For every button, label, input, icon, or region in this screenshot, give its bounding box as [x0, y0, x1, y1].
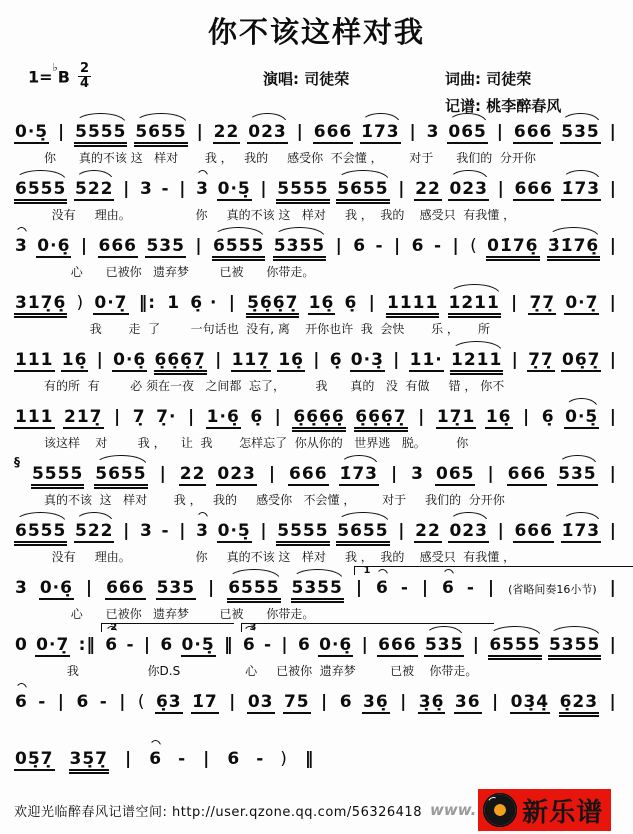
note-group: 023 [248, 122, 287, 142]
note-group: 0·6̣ [39, 578, 73, 598]
meter-numerator: 2 [79, 61, 89, 76]
note-group: 023 [449, 521, 488, 541]
note-group: 6555 [213, 236, 265, 256]
barline: | [409, 122, 417, 142]
barline: :‖ [78, 635, 96, 655]
song-title: 你不该这样对我 [207, 15, 425, 49]
note-group: 535 [424, 635, 464, 655]
note-group: 6 [297, 635, 311, 655]
note-group: 6 [15, 692, 28, 712]
note-group: 1̇73 [561, 521, 601, 541]
barline: | [609, 578, 617, 598]
music-line [0, 505, 633, 562]
note-group: 6̣ [250, 407, 264, 427]
notes-row [14, 635, 619, 657]
barline: | [609, 350, 617, 370]
barline: | [355, 578, 364, 598]
note-group: 6 [160, 635, 174, 655]
note-group: 03 [247, 692, 274, 712]
note-group: 6 [442, 578, 455, 598]
music-line [0, 106, 633, 163]
note-group: 5555 [31, 464, 84, 484]
note-group: 023 [449, 179, 488, 199]
barline: | [268, 464, 277, 484]
note-group: 6 [376, 578, 389, 598]
barline: | [472, 635, 480, 655]
note-group: - [433, 236, 442, 256]
barline: | [119, 692, 127, 712]
note-group: 3̇1̇76̣ [547, 236, 600, 256]
notes-row [14, 455, 619, 486]
barline: | [123, 521, 131, 541]
note-group: 3̣6̣ [418, 692, 445, 712]
barline: | [57, 692, 65, 712]
barline: | [80, 236, 89, 256]
note-group: 666 [313, 122, 353, 142]
barline: | [523, 407, 531, 427]
note-group: - [256, 749, 265, 769]
header [0, 10, 633, 115]
note-group: 5555 [277, 179, 329, 199]
note-group: 5355 [273, 236, 326, 256]
barline: | [296, 122, 304, 142]
note-group: 6 [105, 635, 119, 655]
barline: | [511, 293, 519, 313]
note-group: 6̣6̣6̣7̣ [355, 407, 407, 427]
note-group: - [161, 521, 170, 541]
music-line [0, 733, 633, 790]
note-group: 3 [15, 578, 28, 598]
lyrics-row: 心 已被你 遗弃梦 已被 你带走。 [44, 265, 315, 279]
note-group: (省略间奏16小节) [508, 583, 597, 596]
score [0, 106, 633, 790]
lyricist-credit: 词曲: 司徒荣 [445, 70, 532, 88]
note-group: 0·7̣ [36, 635, 70, 655]
barline: | [609, 635, 617, 655]
barline: | [123, 179, 131, 199]
barline: | [609, 236, 617, 256]
note-group: 01̇76̣ [487, 236, 539, 256]
barline: | [394, 236, 402, 256]
barline: | [398, 521, 406, 541]
lyrics-row: 该这样 对 我 ， 让 我 怎样忘了 你从你的 世界逃 脱。 你 [44, 436, 469, 450]
music-line [0, 676, 633, 733]
note-group: 1̇73 [361, 122, 400, 142]
note-group: - [126, 635, 135, 655]
note-group: 666 [507, 464, 547, 484]
barline: | [511, 350, 519, 370]
note-group: 666 [289, 464, 328, 484]
note-group: 3 [426, 122, 440, 142]
note-group: 6 [339, 692, 353, 712]
note-group: 0·5̣ [217, 521, 251, 541]
barline: | [179, 521, 187, 541]
meter-denominator: 4 [79, 75, 89, 91]
volta-bracket: 3 [241, 623, 494, 632]
note-group: 16̣ [61, 350, 88, 370]
music-line [0, 220, 633, 277]
note-group: 5655 [95, 464, 147, 484]
note-group: 317̣6̣ [15, 293, 67, 313]
volta-bracket: 1 [354, 566, 633, 575]
note-group: - [178, 749, 187, 769]
notes-row [14, 578, 619, 600]
note-group: 0·5̣ [217, 179, 251, 199]
note-group: 6555 [228, 578, 280, 598]
note-group: 0·5̣ [15, 122, 49, 142]
notes-row [14, 179, 619, 201]
lyrics-row: 真的不该 这 样对 我 ， 我的 感受你 不会懂 ， 对于 我们的 分开你 [44, 493, 505, 507]
barline: | [335, 236, 343, 256]
note-group: 1̇73 [339, 464, 379, 484]
barline: | [195, 236, 203, 256]
note-group: 3 [411, 464, 425, 484]
note-group: 3 [196, 521, 209, 541]
music-line [0, 619, 633, 676]
note-group: 535 [146, 236, 185, 256]
barline: ‖ [304, 749, 315, 769]
note-group: ) [76, 293, 85, 313]
note-group: 6 [149, 749, 163, 769]
note-group: 535 [558, 464, 597, 484]
note-group: 0·7̣ [565, 293, 599, 313]
lyrics-row: 没有 理由。 你 真的不该 这 样对 我 ， 我的 感受只 有我懂 ， [44, 208, 516, 222]
barline: | [260, 521, 268, 541]
barline: | [418, 407, 426, 427]
barline: | [487, 464, 495, 484]
note-group: 22 [179, 464, 206, 484]
note-group: 1211 [451, 350, 503, 370]
barline: | [143, 635, 152, 655]
note-group: 0·5̣ [181, 635, 215, 655]
barline: | [609, 122, 617, 142]
note-group: 5̣6̣6̣7̣ [247, 293, 299, 313]
barline: | [96, 350, 104, 370]
note-group: 535 [561, 122, 600, 142]
note-group: 522 [74, 521, 114, 541]
note-group: 5655 [337, 179, 389, 199]
barline: | [390, 464, 399, 484]
note-group: ( [470, 236, 478, 256]
note-group: 05̣7̣ [15, 749, 54, 769]
note-group: 6̣ [329, 350, 343, 370]
lyrics-row: 有的所 有 必 须在一夜 之间都 忘了， 我 真的 没 有做 错 ， 你不 [44, 379, 505, 393]
note-group: ) [280, 749, 288, 769]
note-group: - [466, 578, 475, 598]
note-group: - [99, 692, 108, 712]
barline: | [58, 122, 66, 142]
note-group: 666 [514, 179, 553, 199]
note-group: 5555 [75, 122, 127, 142]
barline: | [114, 407, 122, 427]
lyrics-row: 我 走 了 一句话也 没有, 离 开你也许 我 会快 乐 ， 所 [44, 322, 490, 336]
site-logo [478, 789, 611, 831]
barline: | [400, 692, 408, 712]
note-group: 35̣7̣ [69, 749, 108, 769]
barline: | [393, 350, 401, 370]
note-group: 6555 [489, 635, 541, 655]
barline: | [361, 635, 369, 655]
note-group: 065 [435, 464, 475, 484]
barline: | [321, 692, 329, 712]
barline: | [125, 749, 133, 769]
music-line [0, 163, 633, 220]
barline: ‖: [138, 293, 157, 313]
note-group: 6̣3 [155, 692, 182, 712]
barline: | [497, 521, 505, 541]
note-group: 03̣4̣ [510, 692, 550, 712]
note-group: 3 [140, 179, 153, 199]
note-group: 5355 [548, 635, 601, 655]
lyrics-row: 我 你D.S 心 已被你 遗弃梦 已被 你带走。 [44, 664, 478, 678]
note-group: - [375, 236, 384, 256]
barline: | [215, 350, 223, 370]
barline: | [497, 179, 505, 199]
note-group: 217̣ [64, 407, 103, 427]
note-group: 0·6̣ [113, 350, 147, 370]
barline: | [85, 578, 94, 598]
note-group: 75 [283, 692, 310, 712]
barline: ‖ [224, 635, 234, 655]
note-group: 7̣7̣ [529, 293, 556, 313]
note-group: 522 [74, 179, 114, 199]
site-logo-text: 新乐谱 [522, 797, 604, 828]
note-group: 3 [15, 236, 28, 256]
notes-row [14, 749, 619, 771]
flat-sign-icon: ♭ [52, 60, 58, 74]
note-group: 6 [76, 692, 90, 712]
note-group: - [161, 179, 170, 199]
barline: | [208, 578, 216, 598]
note-group: 16̣ [485, 407, 512, 427]
footer [0, 788, 633, 832]
note-group: 3 [196, 179, 209, 199]
note-group: 666 [514, 521, 553, 541]
note-group: 6̣ · [190, 293, 218, 313]
lyrics-row: 心 已被你 遗弃梦 已被 你带走。 [44, 607, 315, 621]
lyrics-row: 你 真的不该 这 样对 我 ， 我的 感受你 不会懂 ， 对于 我们的 分开你 [44, 151, 536, 165]
barline: | [496, 122, 504, 142]
note-group: 5355 [291, 578, 343, 598]
note-group: 666 [98, 236, 137, 256]
note-group: 0·6̣ [37, 236, 71, 256]
note-group: 36 [454, 692, 481, 712]
music-line [0, 391, 633, 448]
note-group: 1 [167, 293, 181, 313]
note-group: 0·5̣ [565, 407, 599, 427]
footer-welcome-url[interactable]: 欢迎光临醉春风记谱空间: http://user.qzone.qq.com/56326418 [14, 804, 422, 820]
notes-row [14, 122, 619, 144]
note-group: 0·3̣ [350, 350, 384, 370]
barline: | [421, 578, 430, 598]
barline: | [609, 464, 617, 484]
performer-credit: 演唱: 司徒荣 [263, 70, 350, 88]
note-group: 6̣6̣6̣7̣ [154, 350, 206, 370]
barline: | [609, 293, 617, 313]
note-group: 6555 [15, 179, 67, 199]
note-group: 1211 [448, 293, 500, 313]
note-group: 535 [156, 578, 196, 598]
note-group: 065 [448, 122, 487, 142]
note-group: 666 [106, 578, 145, 598]
note-group: 1·6̣ [206, 407, 240, 427]
notes-row [14, 407, 619, 429]
music-line [0, 334, 633, 391]
note-group: 6 [242, 635, 256, 655]
note-group: 06̣7̣ [561, 350, 601, 370]
note-group: 5555 [277, 521, 329, 541]
note-group: 6̣23 [559, 692, 599, 712]
note-group: 3 [140, 521, 153, 541]
note-group: - [400, 578, 409, 598]
note-group: 666 [513, 122, 553, 142]
barline: | [260, 179, 268, 199]
barline: | [274, 407, 282, 427]
barline: | [313, 350, 321, 370]
note-group: 5655 [337, 521, 389, 541]
note-group: 22 [415, 179, 441, 199]
note-group: 666 [378, 635, 417, 655]
note-group: 0 [15, 635, 28, 655]
barline: | [609, 179, 617, 199]
note-group: 6̣6̣6̣6̣ [293, 407, 345, 427]
note-group: 6555 [15, 521, 67, 541]
barline: | [368, 293, 376, 313]
note-group: - [38, 692, 47, 712]
note-group: 7̣· [156, 407, 177, 427]
note-group: 17̣1 [436, 407, 476, 427]
lyrics-row: 没有 理由。 你 真的不该 这 样对 我 ， 我的 感受只 有我懂 ， [44, 550, 516, 564]
note-group: 0·6̣ [319, 635, 353, 655]
note-group: 0·7̣ [94, 293, 128, 313]
barline: | [609, 407, 617, 427]
note-group: 1111 [386, 293, 439, 313]
note-group: 111 [15, 407, 54, 427]
note-group: ( [137, 692, 146, 712]
barline: | [179, 179, 187, 199]
note-group: 6̣ [541, 407, 555, 427]
music-line [0, 448, 633, 505]
note-group: - [264, 635, 273, 655]
note-group: 6 [411, 236, 425, 256]
notes-row [14, 236, 619, 258]
note-group: 023 [217, 464, 256, 484]
vinyl-record-icon [483, 793, 517, 827]
barline: | [491, 692, 500, 712]
note-group: 1̇73 [561, 179, 601, 199]
note-group: 117̣ [231, 350, 271, 370]
barline: | [196, 122, 204, 142]
note-group: 22 [213, 122, 240, 142]
notes-row [14, 521, 619, 543]
notes-row [14, 692, 619, 714]
barline: | [187, 407, 196, 427]
footer-watermark: www. [429, 801, 477, 819]
key-prefix: 1=♭B [28, 60, 70, 87]
barline: | [281, 635, 289, 655]
note-group: 5655 [135, 122, 187, 142]
note-group: 36̣ [362, 692, 389, 712]
time-signature [78, 62, 91, 90]
note-group: 22 [415, 521, 441, 541]
barline: | [609, 692, 617, 712]
notes-row [14, 350, 619, 372]
barline: | [203, 749, 211, 769]
note-group: § [14, 455, 21, 469]
notes-row [14, 293, 619, 315]
note-group: 6̣ [344, 293, 358, 313]
note-group: 6 [353, 236, 367, 256]
note-group: 6 [227, 749, 241, 769]
volta-bracket: 2 [101, 623, 234, 632]
note-group: 1̇7 [192, 692, 218, 712]
barline: | [229, 692, 237, 712]
barline: | [452, 236, 460, 256]
note-group: 11· [409, 350, 443, 370]
music-line [0, 277, 633, 334]
key-signature [28, 62, 91, 90]
barline: | [228, 293, 236, 313]
transcriber-credit: 记谱: 桃李醉春风 [445, 97, 562, 115]
note-group: 7̣7̣ [528, 350, 554, 370]
barline: | [398, 179, 406, 199]
note-group: 7̣ [132, 407, 146, 427]
barline: | [159, 464, 167, 484]
barline: | [609, 521, 617, 541]
barline: | [487, 578, 496, 598]
music-line [0, 562, 633, 619]
note-group: 111 [15, 350, 54, 370]
note-group: 16̣ [278, 350, 304, 370]
note-group: 16̣ [308, 293, 335, 313]
